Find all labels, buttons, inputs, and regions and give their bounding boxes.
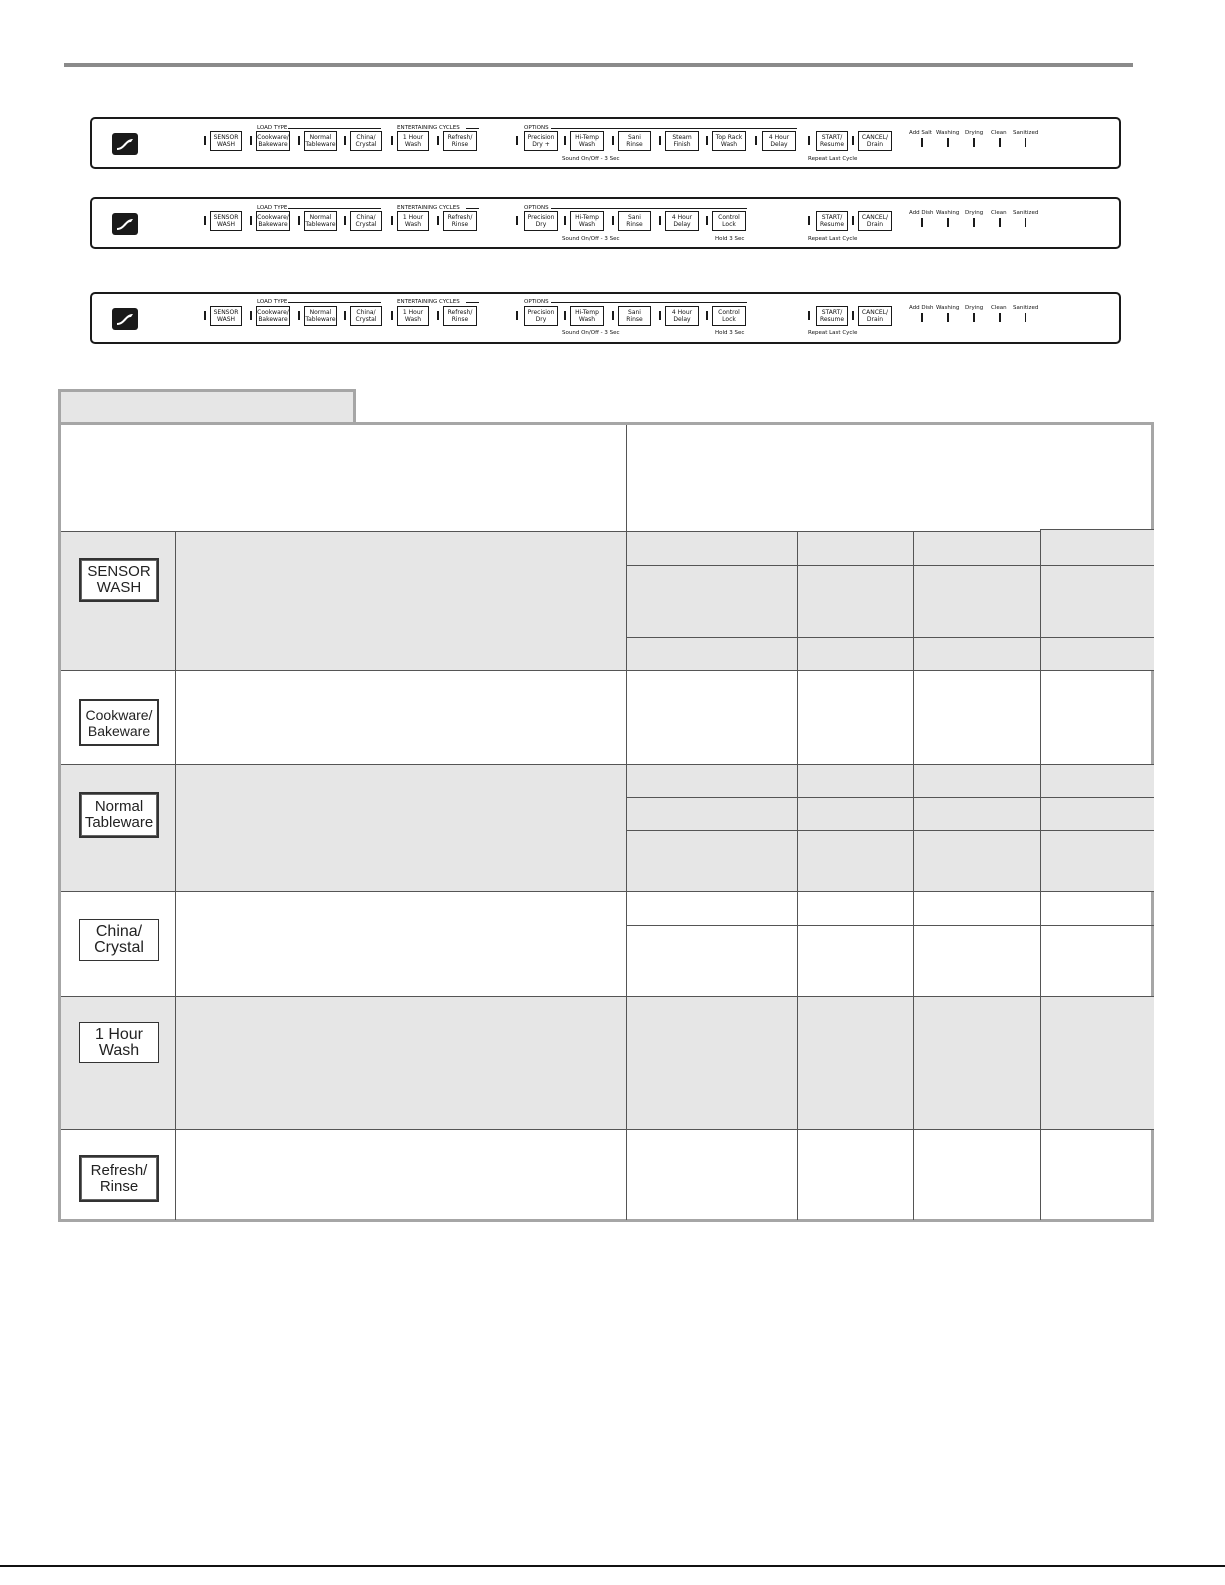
entertaining-line [466,208,479,209]
repeat-last-cycle-label: Repeat Last Cycle [808,236,858,242]
indicator-light [852,136,854,145]
load-type-label: LOAD TYPE [257,205,288,211]
load-type-line [288,302,381,303]
indicator-light [344,136,346,145]
load-type-label: LOAD TYPE [257,125,288,131]
sani-rinse-button[interactable]: Sani Rinse [618,131,651,151]
repeat-last-cycle-label: Repeat Last Cycle [808,330,858,336]
indicator-light [298,136,300,145]
status-light [947,313,949,322]
row-divider [61,764,1154,765]
status-light [999,313,1001,322]
hi-temp-wash-button[interactable]: Hi-Temp Wash [570,306,604,326]
indicator-light [298,311,300,320]
indicator-light [516,311,518,320]
status-light [973,218,975,227]
cancel-drain-button[interactable]: CANCEL/ Drain [858,131,892,151]
load-type-line [288,208,381,209]
row-divider [61,891,1154,892]
repeat-last-cycle-label: Repeat Last Cycle [808,156,858,162]
four-hour-delay-button[interactable]: 4 Hour Delay [665,211,699,231]
status-light [999,218,1001,227]
sound-on-off-label: Sound On/Off - 3 Sec [562,236,620,242]
status-light [947,138,949,147]
sensor-wash-button[interactable]: SENSOR WASH [210,211,242,231]
row-divider [626,925,1154,926]
load-type-label: LOAD TYPE [257,299,288,305]
status-light [1025,313,1026,322]
indicator-light [344,311,346,320]
precision-dry-button[interactable]: Precision Dry [524,306,558,326]
hi-temp-wash-button[interactable]: Hi-Temp Wash [570,131,604,151]
indicator-light [437,216,439,225]
china-crystal-button[interactable]: China/ Crystal [350,131,382,151]
options-line [551,208,747,209]
status-light [1025,218,1026,227]
options-label: OPTIONS [524,299,549,305]
entertaining-line [466,302,479,303]
entertaining-cycles-label: ENTERTAINING CYCLES [397,205,460,211]
start-resume-button[interactable]: START/ Resume [816,211,848,231]
row-shade-sensor-wash [61,531,1154,670]
one-hour-wash-cycle-button: 1 Hour Wash [79,1022,159,1063]
entertaining-cycles-label: ENTERTAINING CYCLES [397,299,460,305]
status-light [973,313,975,322]
top-rule [64,63,1133,67]
china-crystal-cycle-button: China/ Crystal [79,919,159,961]
indicator-light [564,136,566,145]
status-washing: Washing [936,210,960,216]
indicator-light [706,311,708,320]
table-tab-header [58,389,356,425]
four-hour-delay-button[interactable]: 4 Hour Delay [665,306,699,326]
indicator-light [564,216,566,225]
indicator-light [437,311,439,320]
indicator-light [659,136,661,145]
cancel-drain-button[interactable]: CANCEL/ Drain [858,211,892,231]
status-light [999,138,1001,147]
indicator-light [564,311,566,320]
status-clean: Clean [991,305,1007,311]
entertaining-cycles-label: ENTERTAINING CYCLES [397,125,460,131]
refresh-rinse-cycle-button: Refresh/ Rinse [79,1155,159,1202]
row-divider [626,797,1154,798]
cookware-bakeware-button[interactable]: Cookware/ Bakeware [256,211,290,231]
steam-finish-button[interactable]: Steam Finish [665,131,699,151]
sensor-wash-button[interactable]: SENSOR WASH [210,131,242,151]
one-hour-wash-button[interactable]: 1 Hour Wash [397,306,429,326]
row-divider [61,1129,1154,1130]
control-lock-button[interactable]: Control Lock [712,306,746,326]
row-divider [626,565,1154,566]
normal-tableware-button[interactable]: Normal Tableware [304,211,337,231]
options-line [551,302,747,303]
refresh-rinse-button[interactable]: Refresh/ Rinse [443,131,477,151]
indicator-light [250,216,252,225]
row-shade-one-hour [61,996,1154,1129]
china-crystal-button[interactable]: China/ Crystal [350,211,382,231]
status-light [1025,138,1026,147]
indicator-light [612,136,614,145]
top-rack-wash-button[interactable]: Top Rack Wash [712,131,746,151]
one-hour-wash-button[interactable]: 1 Hour Wash [397,131,429,151]
china-crystal-button[interactable]: China/ Crystal [350,306,382,326]
status-light [921,313,923,322]
status-washing: Washing [936,305,960,311]
indicator-light [659,216,661,225]
control-panel-1 [90,117,1121,169]
status-clean: Clean [991,210,1007,216]
column-divider [175,531,176,1220]
four-hour-delay-button[interactable]: 4 Hour Delay [762,131,796,151]
control-lock-button[interactable]: Control Lock [712,211,746,231]
options-label: OPTIONS [524,125,549,131]
sensor-wash-cycle-button: SENSOR WASH [79,558,159,602]
control-panel-2 [90,197,1121,249]
row-divider [1040,529,1154,530]
indicator-light [250,311,252,320]
indicator-light [755,136,757,145]
indicator-light [204,136,206,145]
column-divider [626,425,627,1220]
sound-on-off-label: Sound On/Off - 3 Sec [562,156,620,162]
row-shade-normal [61,764,1154,891]
column-divider [913,531,914,1220]
indicator-light [659,311,661,320]
indicator-light [706,136,708,145]
refresh-rinse-button[interactable]: Refresh/ Rinse [443,211,477,231]
indicator-light [706,216,708,225]
refresh-rinse-button[interactable]: Refresh/ Rinse [443,306,477,326]
indicator-light [516,136,518,145]
indicator-light [204,216,206,225]
row-divider [61,531,1040,532]
status-sanitized: Sanitized [1013,210,1039,216]
indicator-light [437,136,439,145]
hi-temp-wash-button[interactable]: Hi-Temp Wash [570,211,604,231]
hold-3-sec-label: Hold 3 Sec [715,330,745,336]
row-divider [61,996,1154,997]
one-hour-wash-button[interactable]: 1 Hour Wash [397,211,429,231]
status-clean: Clean [991,130,1007,136]
status-add-salt: Add Salt [909,130,932,136]
indicator-light [391,216,393,225]
cookware-bakeware-button[interactable]: Cookware/ Bakeware [256,306,290,326]
status-drying: Drying [965,305,984,311]
start-resume-button[interactable]: START/ Resume [816,131,848,151]
normal-tableware-cycle-button: Normal Tableware [79,792,159,838]
status-light [947,218,949,227]
cycle-guide-table [58,422,1154,1222]
status-add-dish: Add Dish [909,305,934,311]
status-sanitized: Sanitized [1013,130,1039,136]
normal-tableware-button[interactable]: Normal Tableware [304,306,337,326]
sani-rinse-button[interactable]: Sani Rinse [618,306,651,326]
cookware-bakeware-button[interactable]: Cookware/ Bakeware [256,131,290,151]
options-line [551,128,797,129]
status-light [921,218,923,227]
indicator-light [808,311,810,320]
column-divider [1040,529,1041,1220]
brand-logo-icon [112,133,138,155]
start-resume-button[interactable]: START/ Resume [816,306,848,326]
sensor-wash-button[interactable]: SENSOR WASH [210,306,242,326]
indicator-light [298,216,300,225]
status-drying: Drying [965,130,984,136]
status-drying: Drying [965,210,984,216]
status-washing: Washing [936,130,960,136]
row-divider [626,830,1154,831]
indicator-light [516,216,518,225]
entertaining-line [466,128,479,129]
control-panel-3 [90,292,1121,344]
row-divider [626,637,1154,638]
options-label: OPTIONS [524,205,549,211]
row-divider [61,670,1154,671]
load-type-line [288,128,381,129]
indicator-light [612,311,614,320]
brand-logo-icon [112,213,138,235]
indicator-light [612,216,614,225]
indicator-light [250,136,252,145]
sani-rinse-button[interactable]: Sani Rinse [618,211,651,231]
indicator-light [344,216,346,225]
normal-tableware-button[interactable]: Normal Tableware [304,131,337,151]
column-divider [797,531,798,1220]
indicator-light [852,311,854,320]
bottom-rule [0,1565,1225,1567]
precision-dry-button[interactable]: Precision Dry + [524,131,558,151]
status-light [973,138,975,147]
indicator-light [808,136,810,145]
cancel-drain-button[interactable]: CANCEL/ Drain [858,306,892,326]
cookware-bakeware-cycle-button: Cookware/ Bakeware [79,699,159,746]
status-sanitized: Sanitized [1013,305,1039,311]
indicator-light [852,216,854,225]
status-light [921,138,923,147]
precision-dry-button[interactable]: Precision Dry [524,211,558,231]
indicator-light [808,216,810,225]
indicator-light [204,311,206,320]
indicator-light [391,136,393,145]
indicator-light [391,311,393,320]
status-add-dish: Add Dish [909,210,934,216]
sound-on-off-label: Sound On/Off - 3 Sec [562,330,620,336]
brand-logo-icon [112,308,138,330]
hold-3-sec-label: Hold 3 Sec [715,236,745,242]
